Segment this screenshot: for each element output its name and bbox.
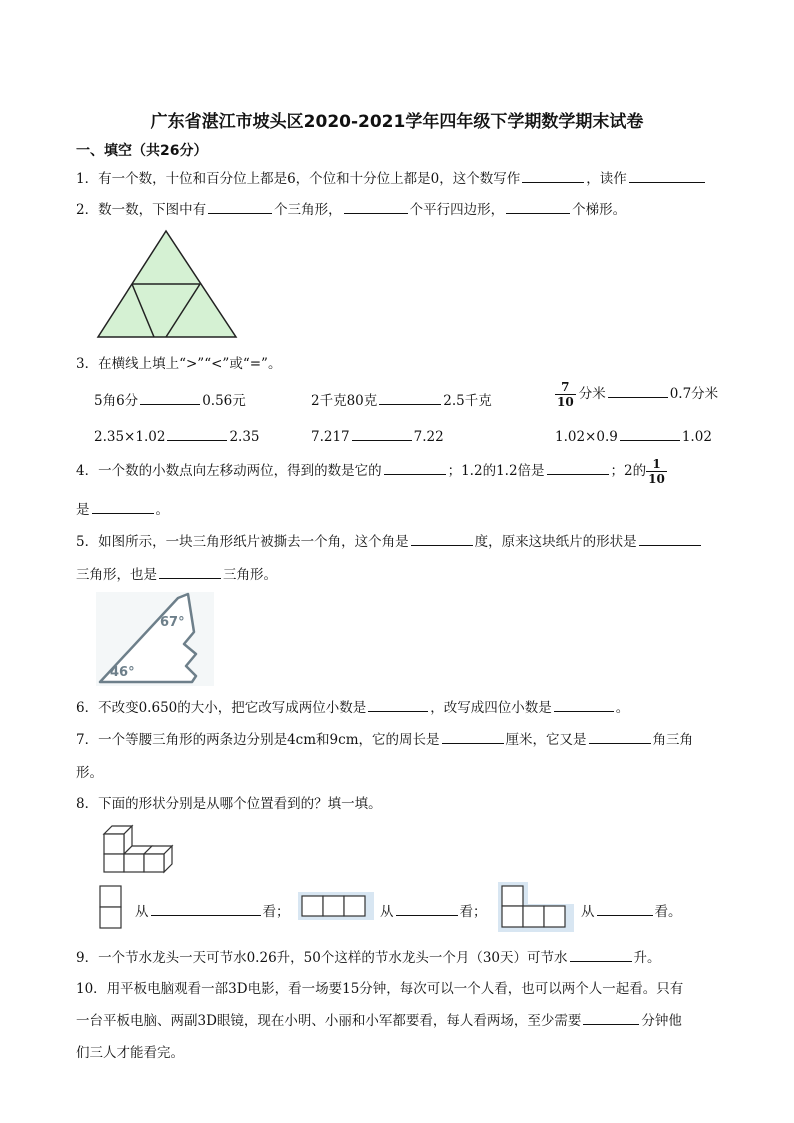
compare-left: 2.35×1.02: [94, 429, 166, 445]
fraction: $\frac{7}{10}$: [557, 380, 574, 409]
view-vertical-figure: [99, 885, 123, 931]
question-text: 个平行四边形，: [409, 202, 505, 218]
question-text: ，改写成四位小数是: [430, 700, 552, 716]
torn-triangle-figure: [96, 592, 214, 686]
compare-left: 1.02×0.9: [555, 429, 618, 445]
question-text: 在横线上填上“>”“<”或“=”。: [98, 356, 282, 372]
question-number: 9．: [76, 950, 99, 966]
answer-blank[interactable]: [92, 500, 154, 514]
view-l-shape-figure: [498, 882, 574, 932]
question-text: 有一个数，十位和百分位上都是6，个位和十分位上都是0，这个数写作: [98, 171, 521, 187]
answer-blank[interactable]: [639, 532, 701, 546]
compare-item: [94, 389, 246, 409]
compare-left: 5角6分: [94, 393, 139, 409]
question-8: [76, 792, 382, 812]
question-text: 如图所示，一块三角形纸片被撕去一个角，这个角是: [98, 534, 409, 550]
question-text: 们三人才能看完。: [76, 1045, 184, 1061]
question-text: 看；: [459, 904, 487, 920]
question-text: 分钟他: [641, 1013, 682, 1029]
fraction: $\frac{1}{10}$: [648, 457, 665, 486]
compare-item: [311, 427, 444, 445]
question-text: 下面的形状分别是从哪个位置看到的？填一填。: [98, 796, 382, 812]
answer-blank[interactable]: [629, 169, 705, 183]
compare-right: 0.56元: [202, 393, 246, 409]
question-text: 用平板电脑观看一部3D电影，看一场要15分钟，每次可以一个人看，也可以两个人一起看。只有: [106, 981, 684, 997]
compare-left: 7.217: [311, 429, 350, 445]
answer-blank[interactable]: [368, 698, 428, 712]
question-text: 数一数，下图中有: [98, 202, 207, 218]
view-horizontal-figure: [298, 892, 374, 920]
question-number: 8．: [76, 796, 99, 812]
section-heading: 一、填空（共26分）: [76, 143, 208, 159]
question-number: 7．: [76, 732, 99, 748]
question-10-continued: [76, 1009, 682, 1029]
answer-blank[interactable]: [151, 902, 261, 916]
question-text: 厘米，它又是: [505, 732, 587, 748]
question-9: [76, 946, 661, 966]
question-text: 形。: [76, 765, 103, 781]
answer-blank[interactable]: [522, 169, 584, 183]
view-answer-1: [135, 900, 290, 920]
answer-blank[interactable]: [589, 730, 651, 744]
question-text: 角三角: [652, 732, 693, 748]
question-text: 度，原来这块纸片的形状是: [474, 534, 637, 550]
question-text: 一个数的小数点向左移动两位，得到的数是它的: [98, 463, 382, 479]
compare-right: 7.22: [413, 429, 444, 445]
question-text: 一个节水龙头一天可节水0.26升，50个这样的节水龙头一个月（30天）可节水: [98, 950, 568, 966]
page-title: 广东省湛江市坡头区2020-2021学年四年级下学期数学期末试卷: [150, 112, 644, 132]
question-3: [76, 352, 281, 372]
question-text: 从: [135, 904, 149, 920]
answer-blank[interactable]: [208, 200, 272, 214]
compare-item: [311, 389, 492, 409]
answer-blank[interactable]: [547, 461, 609, 475]
question-7-continued: [76, 761, 103, 781]
answer-blank[interactable]: [384, 461, 446, 475]
compare-item: [94, 427, 260, 445]
question-text: 一个等腰三角形的两条边分别是4cm和9cm，它的周长是: [98, 732, 440, 748]
compare-item: [555, 380, 718, 409]
question-text: 看。: [654, 904, 682, 920]
question-5-continued: [76, 563, 277, 583]
question-text: 。: [155, 502, 169, 518]
question-4: [76, 457, 670, 486]
question-number: 6．: [76, 700, 99, 716]
question-text: 从: [581, 904, 595, 920]
answer-blank[interactable]: [352, 427, 412, 441]
view-answer-2: [380, 900, 487, 920]
answer-blank[interactable]: [167, 427, 227, 441]
answer-blank[interactable]: [344, 200, 408, 214]
compare-right: 2.35: [229, 429, 260, 445]
answer-blank[interactable]: [597, 902, 653, 916]
triangle-figure: [96, 229, 240, 341]
answer-blank[interactable]: [411, 532, 473, 546]
question-2: [76, 198, 626, 218]
answer-blank[interactable]: [608, 384, 668, 398]
question-6: [76, 696, 629, 716]
angle-label: 67°: [160, 615, 185, 630]
question-10: [76, 977, 683, 997]
answer-blank[interactable]: [554, 698, 614, 712]
question-text: 从: [380, 904, 394, 920]
answer-blank[interactable]: [442, 730, 504, 744]
answer-blank[interactable]: [506, 200, 570, 214]
question-text: 三角形。: [223, 567, 277, 583]
question-text: 三角形，也是: [76, 567, 157, 583]
compare-right: 2.5千克: [443, 393, 492, 409]
answer-blank[interactable]: [570, 948, 632, 962]
answer-blank[interactable]: [396, 902, 458, 916]
question-text: 不改变0.650的大小，把它改写成两位小数是: [98, 700, 367, 716]
cube-stack-figure: [100, 822, 176, 874]
compare-item: [555, 427, 712, 445]
question-number: 2．: [76, 202, 99, 218]
question-number: 1．: [76, 171, 99, 187]
question-text: 升。: [633, 950, 661, 966]
compare-right: 1.02: [681, 429, 712, 445]
question-7: [76, 728, 693, 748]
answer-blank[interactable]: [140, 391, 200, 405]
answer-blank[interactable]: [583, 1011, 639, 1025]
question-text: 一台平板电脑、两副3D眼镜，现在小明、小丽和小军都要看，每人看两场，至少需要: [76, 1013, 582, 1029]
question-10-end: [76, 1041, 184, 1061]
answer-blank[interactable]: [379, 391, 441, 405]
compare-left: 分米: [578, 386, 606, 402]
question-number: 5．: [76, 534, 99, 550]
question-1: [76, 167, 707, 187]
question-5: [76, 530, 703, 550]
compare-left: 2千克80克: [311, 393, 378, 409]
question-text: 。: [615, 700, 630, 716]
question-text: 个梯形。: [572, 202, 627, 218]
question-number: 3．: [76, 356, 99, 372]
view-answer-3: [581, 900, 682, 920]
angle-label: 46°: [110, 665, 135, 680]
compare-right: 0.7分米: [669, 386, 719, 402]
answer-blank[interactable]: [159, 565, 221, 579]
question-text: 个三角形，: [274, 202, 342, 218]
question-number: 4．: [76, 463, 99, 479]
question-text: 看；: [262, 904, 290, 920]
question-text: ，读作: [586, 171, 627, 187]
question-text: ；2的: [610, 463, 647, 479]
question-number: 10．: [76, 981, 107, 997]
answer-blank[interactable]: [620, 427, 680, 441]
question-text: ；1.2的1.2倍是: [447, 463, 545, 479]
question-text: 是: [76, 502, 90, 518]
question-4-continued: [76, 498, 169, 518]
